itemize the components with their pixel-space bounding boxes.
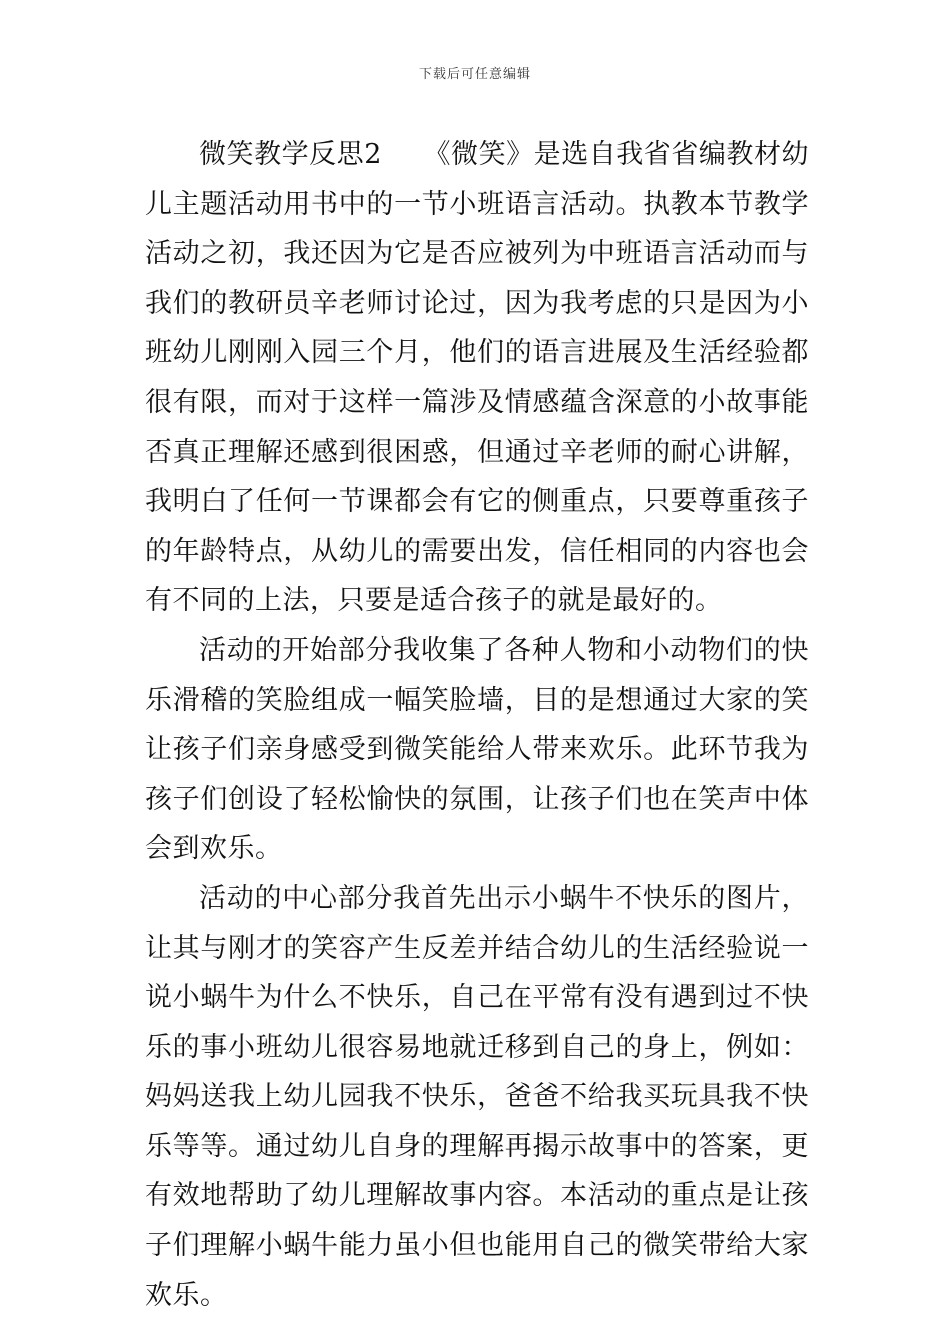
paragraph-2: 活动的开始部分我收集了各种人物和小动物们的快乐滑稽的笑脸组成一幅笑脸墙，目的是想通过大家的笑让孩子们亲身感受到微笑能给人带来欢乐。此环节我为孩子们创设了轻松愉快的氛围，让孩子们也在笑声中体会到欢乐。 — [145, 634, 809, 865]
document-body — [145, 130, 809, 1320]
paragraph-1: 微笑教学反思2 《微笑》是选自我省省编教材幼儿主题活动用书中的一节小班语言活动。执教本节教学活动之初，我还因为它是否应被列为中班语言活动而与我们的教研员辛老师讨论过，因为我考虑的只是因为小班幼儿刚刚入园三个月，他们的语言进展及生活经验都很有限，而对于这样一篇涉及情感蕴含深意的小故事能否真正理解还感到很困惑，但通过辛老师的耐心讲解，我明白了任何一节课都会有它的侧重点，只要尊重孩子的年龄特点，从幼儿的需要出发，信任相同的内容也会有不同的上法，只要是适合孩子的就是最好的。 — [145, 139, 809, 617]
paragraph-3: 活动的中心部分我首先出示小蜗牛不快乐的图片，让其与刚才的笑容产生反差并结合幼儿的生活经验说一说小蜗牛为什么不快乐，自己在平常有没有遇到过不快乐的事小班幼儿很容易地就迁移到自己的身上，例如：妈妈送我上幼儿园我不快乐，爸爸不给我买玩具我不快乐等等。通过幼儿自身的理解再揭示故事中的答案，更有效地帮助了幼儿理解故事内容。本活动的重点是让孩子们理解小蜗牛能力虽小但也能用自己的微笑带给大家欢乐。 — [145, 882, 809, 1311]
page-header: 下载后可任意编辑 — [418, 67, 531, 82]
